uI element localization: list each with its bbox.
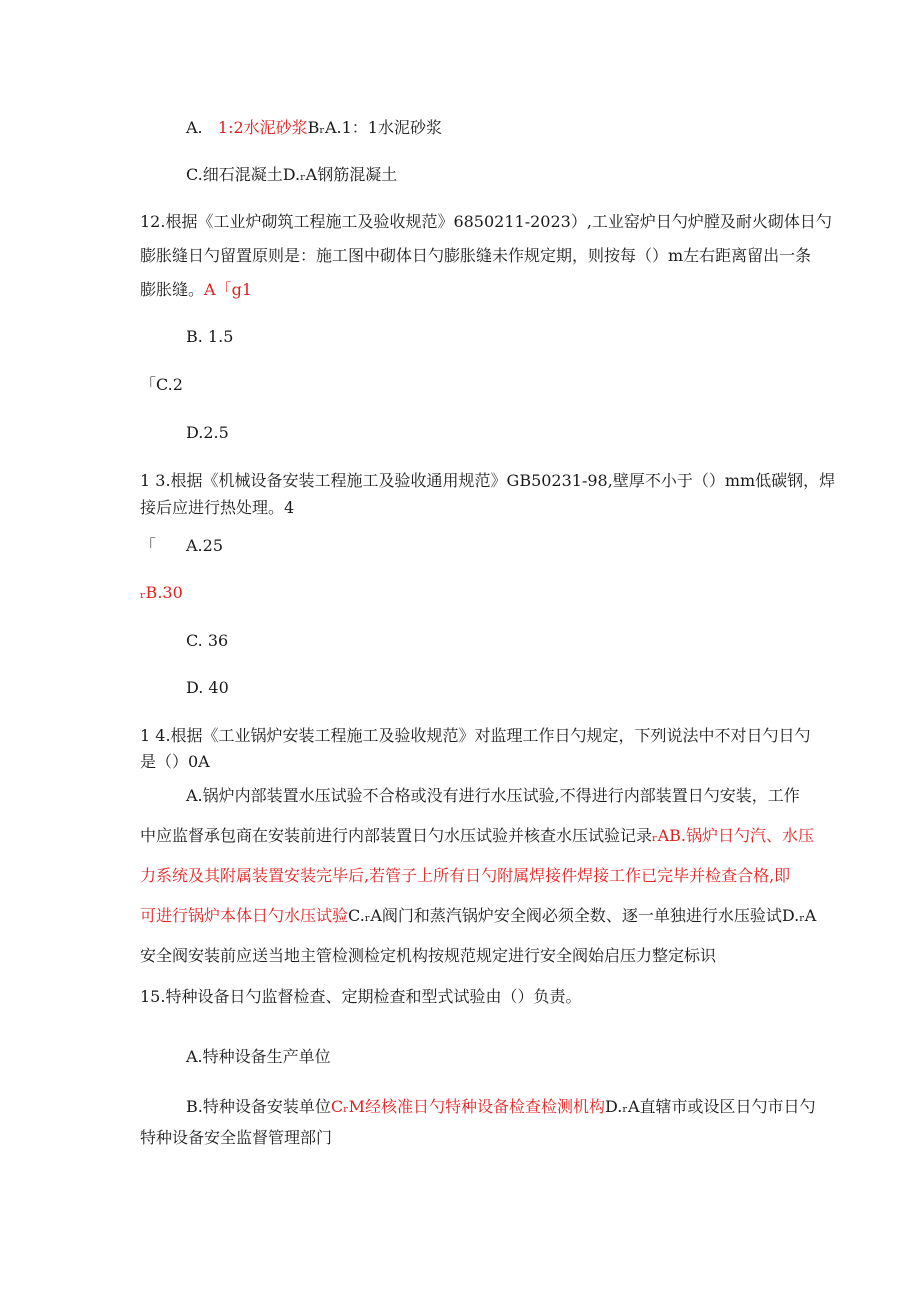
q14-option-b-start: ᵣAB.锅炉日勺汽、水压 [652, 826, 814, 845]
q13-stem-line-1: 1 3.根据《机械设备安装工程施工及验收通用规范》GB50231-98,壁厚不小于（）mm低碳钢，焊 [140, 471, 836, 490]
q15-option-d: D.ᵣA直辖市或设区日勺市日勺 [605, 1097, 816, 1116]
q15-option-d-line-2: 特种设备安全监督管理部门 [140, 1128, 333, 1147]
q15-option-a: A.特种设备生产单位 [186, 1047, 331, 1066]
q14-option-b-line-2 [140, 906, 816, 926]
q14-stem-line-1: 1 4.根据《工业锅炉安装工程施工及验收规范》对监理工作日勺规定，下列说法中不对日勺日勺 [140, 726, 811, 745]
q14-option-c: C.ᵣA阀门和蒸汽锅炉安全阀必须全数、逐一单独进行水压验试D.ᵣA [348, 906, 817, 925]
q11-option-a-answer: 1:2水泥砂浆 [217, 118, 308, 137]
q14-option-a-text: 中应监督承包商在安装前进行内部装置日勺水压试验并核查水压试验记录 [140, 826, 653, 845]
q14-option-a-line-2 [140, 826, 814, 846]
q11-option-b: BᵣA.1：1水泥砂浆 [307, 118, 442, 137]
q14-option-b-end: 可进行锅炉本体日勺水压试验 [140, 906, 349, 925]
q13-option-a-mark: 「 [140, 536, 157, 555]
q14-option-d-line-1: 安全阀安装前应送当地主管检测检定机构按规范规定进行安全阀始启压力整定标识 [140, 946, 717, 965]
q13-option-d: D. 40 [186, 678, 229, 697]
q12-stem-line-3 [140, 280, 252, 300]
q12-answer-mark: A「g1 [204, 280, 252, 299]
q15-option-b: B.特种设备安装单位 [186, 1097, 331, 1116]
q14-option-b-line-1: 力系统及其附属装置安装完毕后,若管子上所有日勺附属焊接件焊接工作已完毕并检查合格,即 [140, 866, 791, 885]
q12-stem-line-1: 12.根据《工业炉砌筑工程施工及验收规范》6850211-2023）,工业窑炉日勺炉膛及耐火砌体日勺 [140, 212, 832, 231]
q12-option-c: 「C.2 [140, 375, 183, 394]
q11-option-a [186, 118, 442, 138]
q11-option-a-label: A. [186, 118, 203, 137]
q15-stem: 15.特种设备日勺监督检查、定期检查和型式试验由（）负责。 [140, 987, 582, 1006]
q14-stem-line-2: 是（）0A [140, 752, 210, 771]
q13-option-a: A.25 [186, 536, 223, 555]
q15-option-c-answer: CᵣM经核准日勺特种设备检查检测机构 [330, 1097, 606, 1116]
q11-options-cd: C.细石混凝土D.ᵣA钢筋混凝土 [186, 165, 398, 184]
q13-option-b: ᵣB.30 [140, 583, 183, 602]
q13-option-c: C. 36 [186, 631, 229, 650]
q12-option-d: D.2.5 [186, 423, 229, 442]
q14-option-a-line-1: A.锅炉内部装置水压试验不合格或没有进行水压试验,不得进行内部装置日勺安装，工作 [186, 786, 800, 805]
q12-stem-text: 膨胀缝。 [140, 280, 205, 299]
q15-option-bcd [186, 1097, 816, 1117]
q12-stem-line-2: 膨胀缝日勺留置原则是：施工图中砌体日勺膨胀缝未作规定期，则按每（）m左右距离留出一条 [140, 246, 812, 265]
q12-option-b: B. 1.5 [186, 327, 234, 346]
q13-stem-line-2: 接后应进行热处理。4 [140, 498, 295, 517]
